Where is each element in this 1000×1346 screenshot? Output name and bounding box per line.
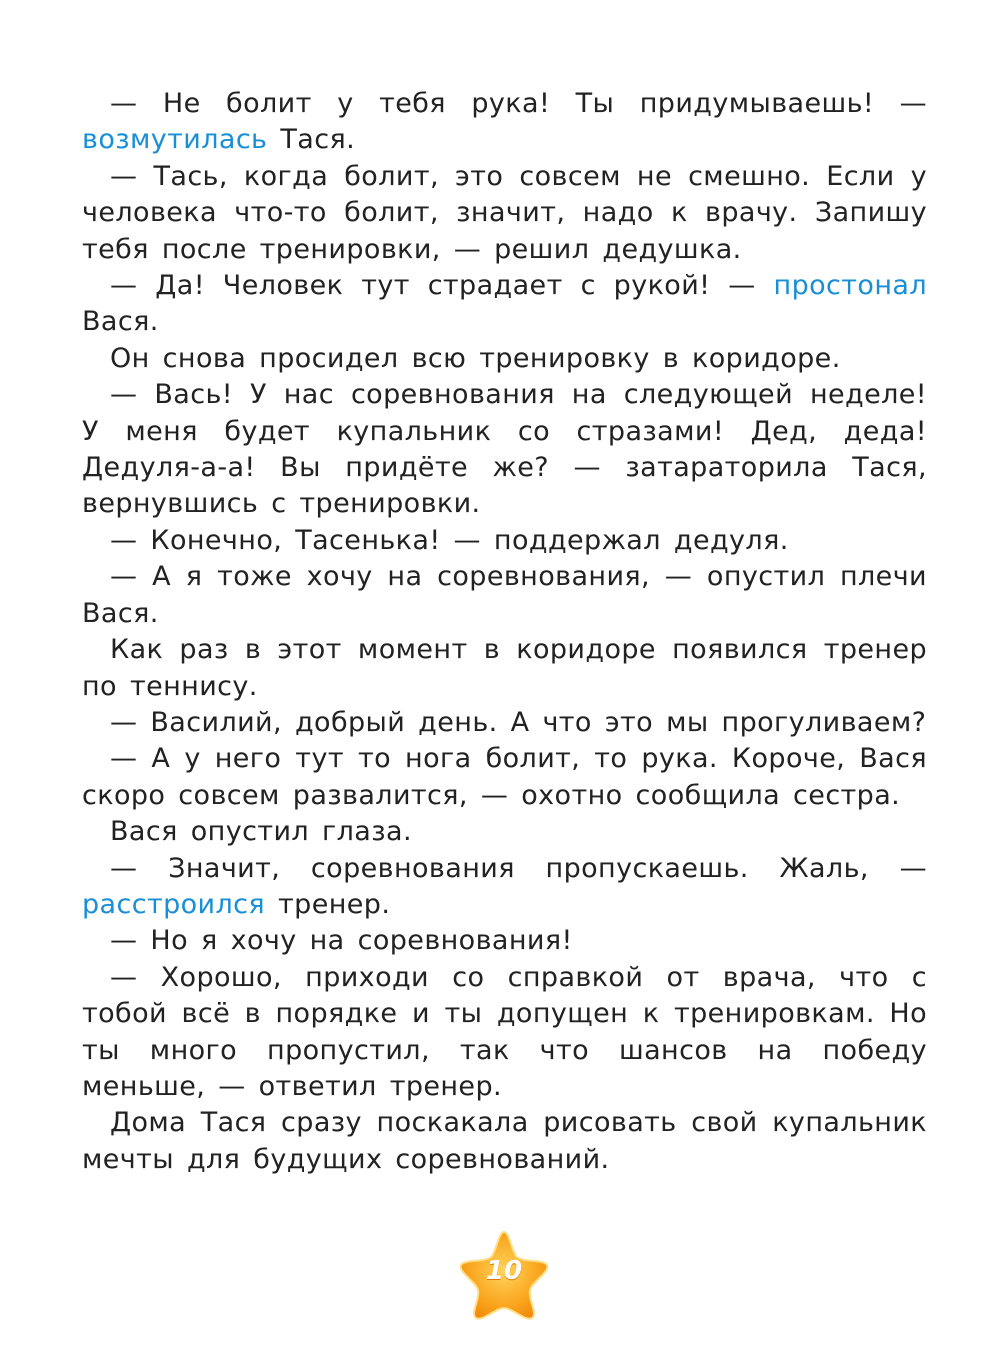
text-segment: — Василий, добрый день. А что это мы прогуливаем?: [110, 706, 927, 738]
text-segment: Вася опустил глаза.: [110, 816, 412, 848]
paragraph: [82, 341, 927, 377]
paragraph: [82, 159, 927, 268]
text-segment: — Тась, когда болит, это совсем не смешно. Если у человека что-то болит, значит, надо к врачу. Запишу тебя после тренировки, — решил дедушка.: [82, 160, 927, 265]
text-segment: — Хорошо, приходи со справкой от врача, что с тобой всё в порядке и ты допущен к тренировкам. Но ты много пропустил, так что шансов на победу меньше, — ответил тренер.: [82, 961, 927, 1102]
paragraph: [82, 960, 927, 1106]
paragraph: [82, 705, 927, 741]
text-segment: Тася.: [267, 124, 356, 156]
paragraph: [82, 523, 927, 559]
paragraph: [82, 632, 927, 705]
text-segment: — Значит, соревнования пропускаешь. Жаль, —: [110, 852, 927, 884]
story-text: [82, 86, 927, 1178]
paragraph: [82, 923, 927, 959]
text-segment: Дома Тася сразу поскакала рисовать свой купальник мечты для будущих соревнований.: [82, 1107, 927, 1175]
paragraph: [82, 851, 927, 924]
text-segment: — Но я хочу на соревнования!: [110, 925, 573, 957]
text-segment: — Вась! У нас соревнования на следующей неделе! У меня будет купальник со стразами! Дед, деда! Дедуля-а-а! Вы придёте же? — затараторила Тася, вернувшись с тренировки.: [82, 379, 927, 520]
text-segment: Он снова просидел всю тренировку в коридоре.: [110, 342, 841, 374]
paragraph: [82, 86, 927, 159]
page-number: 10: [485, 1256, 523, 1286]
highlighted-word: расстроился: [82, 888, 266, 920]
text-segment: Вася.: [82, 306, 159, 338]
page-number-badge: [454, 1226, 554, 1322]
paragraph: [82, 559, 927, 632]
text-segment: Как раз в этот момент в коридоре появился тренер по теннису.: [82, 634, 927, 702]
paragraph: [82, 377, 927, 523]
text-segment: — А у него тут то нога болит, то рука. Короче, Вася скоро совсем развалится, — охотно сообщила сестра.: [82, 743, 927, 811]
text-segment: — Конечно, Тасенька! — поддержал дедуля.: [110, 524, 789, 556]
paragraph: [82, 814, 927, 850]
text-segment: тренер.: [265, 888, 391, 920]
paragraph: [82, 268, 927, 341]
paragraph: [82, 1105, 927, 1178]
text-segment: — Не болит у тебя рука! Ты придумываешь! —: [110, 88, 927, 119]
paragraph: [82, 741, 927, 814]
text-segment: — А я тоже хочу на соревнования, — опустил плечи Вася.: [82, 561, 927, 629]
highlighted-word: возмутилась: [82, 124, 268, 156]
highlighted-word: простонал: [773, 270, 927, 302]
text-segment: — Да! Человек тут страдает с рукой! —: [110, 270, 774, 302]
